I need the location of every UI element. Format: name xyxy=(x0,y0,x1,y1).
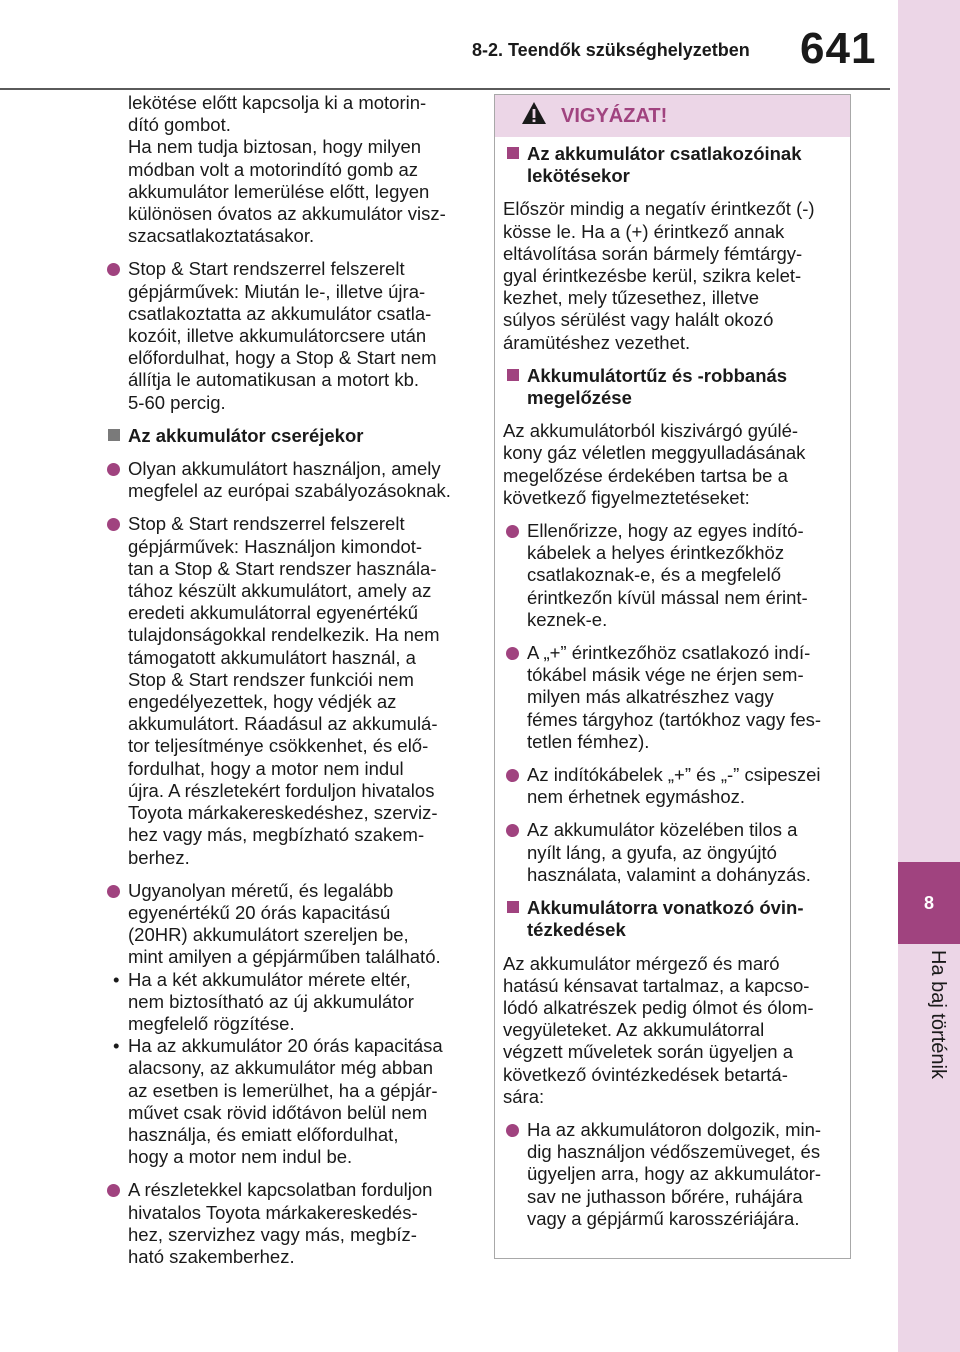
text-line: ható szakemberhez. xyxy=(128,1245,295,1267)
text-line: áramütéshez vezethet. xyxy=(503,331,691,353)
text-line: állítja le automatikusan a motort kb. xyxy=(128,369,420,391)
text-line: Stop & Start rendszerrel felszerelt xyxy=(128,513,405,535)
bullet-item xyxy=(503,819,843,886)
text-line: kösse le. Ha a (+) érintkező annak xyxy=(503,220,785,242)
text-line: Az akkumulátor cseréjekor xyxy=(128,424,364,446)
text-line: A „+” érintkezőhöz csatlakozó indí- xyxy=(527,642,811,664)
text-line: hatású kénsavat tartalmaz, a kapcso- xyxy=(503,974,810,996)
text-line: újra. A részletekért forduljon hivatalos xyxy=(128,779,435,801)
text-line: akkumulátort. Ráadásul az akkumulá- xyxy=(128,713,438,735)
text-line: kony gáz véletlen meggyulladásának xyxy=(503,442,806,464)
text-line: sav ne juthasson bőrére, ruhájára xyxy=(527,1185,803,1207)
text-line: csatlakoztatta az akkumulátor csatla- xyxy=(128,302,432,324)
section-title: 8-2. Teendők szükséghelyzetben xyxy=(472,40,750,60)
bullet-item xyxy=(503,1119,843,1230)
text-line: Ha nem tudja biztosan, hogy milyen xyxy=(128,136,422,158)
text-line: Az akkumulátor közelében tilos a xyxy=(527,819,798,841)
paragraph xyxy=(503,420,843,509)
text-line: keznek-e. xyxy=(527,608,608,630)
text-line: alacsony, az akkumulátor még abban xyxy=(128,1057,434,1079)
text-line: megfelelő rögzítése. xyxy=(128,1012,295,1034)
bullet-dot-icon xyxy=(506,525,519,538)
text-line: 5-60 percig. xyxy=(128,391,226,413)
square-marker-icon xyxy=(507,369,519,381)
text-line: Ha az akkumulátoron dolgozik, min- xyxy=(527,1118,822,1140)
text-line: Ha az akkumulátor 20 órás kapacitása xyxy=(128,1035,443,1057)
text-line: tához készült akkumulátort, amely az xyxy=(128,580,432,602)
text-line: Akkumulátorra vonatkozó óvin- xyxy=(527,897,804,919)
text-line: kábelek a helyes érintkezőkhöz xyxy=(527,542,785,564)
square-marker-icon xyxy=(507,147,519,159)
warning-header xyxy=(495,95,850,137)
text-line: nem biztosítható az új akkumulátor xyxy=(128,990,414,1012)
text-line: súlyos sérülést vagy halált okozó xyxy=(503,309,774,331)
text-line: szacsatlakoztatásakor. xyxy=(128,225,315,247)
small-dot-icon: • xyxy=(113,968,120,990)
text-line: használata, valamint a dohányzás. xyxy=(527,863,811,885)
text-line: egyenértékű 20 órás kapacitású xyxy=(128,901,391,923)
text-line: gyal érintkezésbe kerül, szikra kelet- xyxy=(503,265,802,287)
text-line: nem érhetnek egymáshoz. xyxy=(527,786,746,808)
text-line: eltávolítása során bármely fémtárgy- xyxy=(503,242,803,264)
text-line: előfordulhat, hogy a Stop & Start nem xyxy=(128,347,437,369)
warning-body xyxy=(503,143,843,1230)
square-marker-icon xyxy=(507,901,519,913)
subheading xyxy=(503,365,843,409)
text-line: Az indítókábelek „+” és „-” csipeszei xyxy=(527,764,821,786)
text-line: következő óvintézkedések betartá- xyxy=(503,1063,788,1085)
text-line: Az akkumulátorból kiszivárgó gyúlé- xyxy=(503,420,799,442)
text-line: fordulhat, hogy a motor nem indul xyxy=(128,757,404,779)
warning-triangle-icon xyxy=(521,101,547,131)
small-dot-icon: • xyxy=(113,1035,120,1057)
text-line: dig használjon védőszemüveget, és xyxy=(527,1141,821,1163)
warning-box xyxy=(494,94,851,1259)
text-line: Az akkumulátor mérgező és maró xyxy=(503,952,780,974)
text-line: Olyan akkumulátort használjon, amely xyxy=(128,458,441,480)
text-line: Ugyanolyan méretű, és legalább xyxy=(128,879,394,901)
bullet-dot-icon xyxy=(107,518,120,531)
text-line: Stop & Start rendszer funkciói nem xyxy=(128,668,414,690)
bullet-item xyxy=(104,258,474,413)
text-line: ügyeljen arra, hogy az akkumulátor- xyxy=(527,1163,822,1185)
bullet-item xyxy=(503,520,843,631)
chapter-title: Ha baj történik xyxy=(927,950,949,1079)
text-line: sára: xyxy=(503,1085,545,1107)
text-line: vagy a gépjármű karosszériájára. xyxy=(527,1207,800,1229)
text-line: Akkumulátortűz és -robbanás xyxy=(527,364,788,386)
text-line: tézkedések xyxy=(527,919,626,941)
text-line: hez, szervizhez vagy más, megbíz- xyxy=(128,1223,417,1245)
bullet-item xyxy=(104,458,474,502)
text-line: tókábel másik vége ne érjen sem- xyxy=(527,664,804,686)
text-line: Stop & Start rendszerrel felszerelt xyxy=(128,258,405,280)
sub-bullet-item xyxy=(104,1035,474,1168)
text-line: csatlakoznak-e, és a megfelelő xyxy=(527,564,781,586)
text-line: vegyületeket. Az akkumulátorral xyxy=(503,1019,765,1041)
text-line: mint amilyen a gépjárműben található. xyxy=(128,946,441,968)
text-line: berhez. xyxy=(128,846,190,868)
bullet-dot-icon xyxy=(107,885,120,898)
page-number: 641 xyxy=(800,24,877,73)
bullet-item xyxy=(104,880,474,1169)
warning-title: VIGYÁZAT! xyxy=(561,104,668,127)
bullet-item xyxy=(503,642,843,753)
text-line: A részletekkel kapcsolatban forduljon xyxy=(128,1179,433,1201)
text-line: használja, és emiatt előfordulhat, xyxy=(128,1123,399,1145)
text-line: lódó alkatrészek pedig ólmot és ólom- xyxy=(503,996,814,1018)
intro-paragraph xyxy=(104,92,474,247)
text-line: érintkezőn kívül mással nem érint- xyxy=(527,586,808,608)
text-line: lekötése előtt kapcsolja ki a motorin- xyxy=(128,92,427,113)
subheading xyxy=(503,143,843,187)
text-line: hez vagy más, megbízható szakem- xyxy=(128,824,425,846)
text-line: akkumulátor lemerülése előtt, legyen xyxy=(128,180,430,202)
text-line: hivatalos Toyota márkakereskedés- xyxy=(128,1201,418,1223)
text-line: lekötésekor xyxy=(527,165,630,187)
text-line: tetlen fémhez). xyxy=(527,730,650,752)
bullet-dot-icon xyxy=(506,824,519,837)
text-line: milyen más alkatrészhez vagy xyxy=(527,686,774,708)
text-line: az esetben is lemerülhet, ha a gépjár- xyxy=(128,1079,438,1101)
text-line: dító gombot. xyxy=(128,114,231,136)
text-line: engedélyezettek, hogy védjék az xyxy=(128,691,397,713)
bullet-dot-icon xyxy=(506,647,519,660)
text-line: módban volt a motorindító gomb az xyxy=(128,158,418,180)
subheading xyxy=(503,897,843,941)
left-column xyxy=(104,92,474,1268)
bullet-item xyxy=(503,764,843,808)
text-line: végzett műveletek során ügyeljen a xyxy=(503,1041,794,1063)
text-line: hogy a motor nem indul be. xyxy=(128,1146,353,1168)
text-line: tor teljesítménye csökkenhet, és elő- xyxy=(128,735,429,757)
text-line: kozóit, illetve akkumulátorcsere után xyxy=(128,325,427,347)
text-line: fémes tárgyhoz (tartókhoz vagy fes- xyxy=(527,708,822,730)
bullet-dot-icon xyxy=(506,769,519,782)
text-line: következő figyelmeztetéseket: xyxy=(503,486,750,508)
bullet-item xyxy=(104,513,474,868)
text-line: megelőzése érdekében tartsa be a xyxy=(503,464,788,486)
text-line: nyílt láng, a gyufa, az öngyújtó xyxy=(527,841,777,863)
header-rule xyxy=(0,88,890,90)
bullet-dot-icon xyxy=(107,463,120,476)
text-line: Ha a két akkumulátor mérete eltér, xyxy=(128,968,411,990)
text-line: Először mindig a negatív érintkezőt (-) xyxy=(503,198,815,220)
text-line: különösen óvatos az akkumulátor visz- xyxy=(128,203,446,225)
text-line: kezhet, mely tűzesethez, illetve xyxy=(503,287,760,309)
subheading xyxy=(104,425,474,447)
text-line: megfelel az európai szabályozásoknak. xyxy=(128,480,451,502)
text-line: Toyota márkakereskedéshez, szerviz- xyxy=(128,802,438,824)
text-line: tulajdonságokkal rendelkezik. Ha nem xyxy=(128,624,440,646)
text-line: támogatott akkumulátort használ, a xyxy=(128,646,416,668)
bullet-item xyxy=(104,1179,474,1268)
bullet-dot-icon xyxy=(107,263,120,276)
square-marker-icon xyxy=(108,429,120,441)
paragraph xyxy=(503,198,843,353)
text-line: (20HR) akkumulátort szereljen be, xyxy=(128,924,409,946)
bullet-dot-icon xyxy=(506,1124,519,1137)
bullet-dot-icon xyxy=(107,1184,120,1197)
text-line: megelőzése xyxy=(527,387,632,409)
chapter-number: 8 xyxy=(898,862,960,944)
text-line: tan a Stop & Start rendszer használa- xyxy=(128,557,437,579)
paragraph xyxy=(503,953,843,1108)
text-line: gépjárművek: Használjon kimondot- xyxy=(128,535,423,557)
sub-bullet-item xyxy=(104,969,474,1036)
text-line: eredeti akkumulátorral egyenértékű xyxy=(128,602,418,624)
text-line: Ellenőrizze, hogy az egyes indító- xyxy=(527,520,804,542)
text-line: gépjárművek: Miután le-, illetve újra- xyxy=(128,280,426,302)
text-line: művet csak rövid időtávon belül nem xyxy=(128,1101,428,1123)
text-line: Az akkumulátor csatlakozóinak xyxy=(527,143,802,164)
